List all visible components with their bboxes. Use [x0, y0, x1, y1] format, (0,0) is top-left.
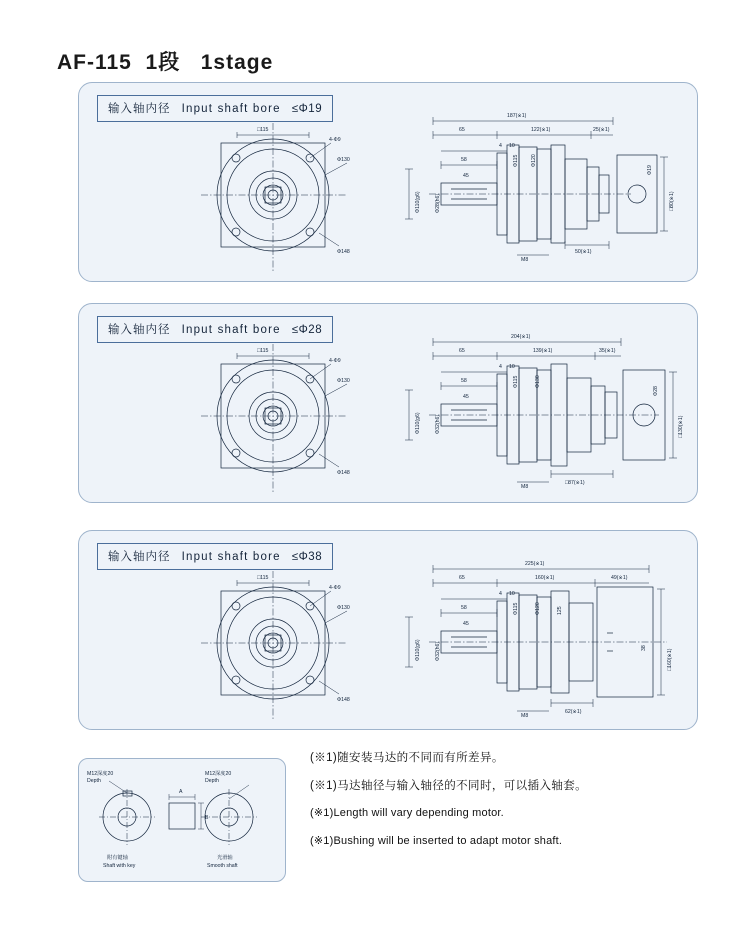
dia-32-3: Φ32(h6) — [435, 641, 441, 661]
side-view-1 — [399, 105, 689, 280]
keyway-detail-drawing — [79, 759, 285, 881]
dim-total-length-2: 204(※1) — [511, 334, 531, 340]
dim-d-3: 4 — [499, 591, 502, 597]
sq-160-3: □160(※1) — [667, 648, 673, 671]
bore-value: ≤Φ38 — [291, 551, 323, 563]
dia-120-1: Φ120 — [531, 154, 537, 167]
front-holes-label-3: 4-Φ9 — [329, 585, 341, 591]
dim-f-1: 58 — [461, 157, 467, 163]
dim-a-2: 65 — [459, 348, 465, 354]
keyway-right-note-line1: M12深度20 — [205, 771, 232, 777]
dim-e-3: 10 — [509, 591, 515, 597]
dia-115-3: Φ115 — [513, 602, 519, 615]
dia-28-1: Φ28(h6) — [435, 193, 441, 213]
dia-19-1: Φ19 — [647, 165, 653, 175]
dim-f-2: 58 — [461, 378, 467, 384]
dim-a-3: 65 — [459, 575, 465, 581]
dia-115-2: Φ115 — [513, 375, 519, 388]
dim-g-3: 45 — [463, 621, 469, 627]
bore-label-en: Input shaft bore — [181, 551, 281, 563]
keyway-left-note-line1: M12深度20 — [87, 771, 114, 777]
dim-f-3: 58 — [461, 605, 467, 611]
sq-130-2: □130(※1) — [678, 415, 684, 438]
dim-c-1: 25(※1) — [593, 127, 610, 133]
front-square-label-3: □115 — [257, 575, 269, 581]
diagram-panel-1 — [78, 82, 698, 282]
bore-label-en: Input shaft bore — [181, 103, 281, 115]
keyway-left-caption-en: Shaft with key — [103, 863, 136, 869]
dia-115-1: Φ115 — [513, 154, 519, 167]
dim-total-length-3: 225(※1) — [525, 561, 545, 567]
sq-50-1: 50(※1) — [575, 249, 592, 255]
sq-62-3: 62(※1) — [565, 709, 582, 715]
notes-block — [310, 752, 710, 863]
dia-120-3: Φ120 — [535, 602, 541, 615]
dim-e-2: 10 — [509, 364, 515, 370]
diagram-panel-2 — [78, 303, 698, 503]
front-square-label-1: □115 — [257, 127, 269, 133]
front-pcd-label-3: Φ130 — [337, 605, 350, 611]
front-pcd-label-1: Φ130 — [337, 157, 350, 163]
dim-b-2: 139(※1) — [533, 348, 553, 354]
keyway-detail-panel — [78, 758, 286, 882]
keyway-left-caption-cn: 附有键轴 — [107, 855, 128, 861]
front-pcd-label-2: Φ130 — [337, 378, 350, 384]
page-title: AF-115 1段 1stage — [57, 51, 274, 74]
bore-value: ≤Φ19 — [291, 103, 323, 115]
sq-80-1: □80(※1) — [669, 191, 675, 211]
keyway-dim-b: B — [205, 815, 209, 821]
front-outer-label-3: Φ148 — [337, 697, 350, 703]
dim-a-1: 65 — [459, 127, 465, 133]
bore-label-cn: 输入轴内径 — [108, 324, 171, 336]
dim-d-1: 4 — [499, 143, 502, 149]
dia-130-2: Φ130 — [535, 375, 541, 388]
front-outer-label-1: Φ148 — [337, 249, 350, 255]
dia-28-2: Φ28 — [653, 386, 659, 396]
dia-38-3: 38 — [641, 645, 647, 651]
diagram-panel-3 — [78, 530, 698, 730]
m8-2: M8 — [521, 484, 529, 490]
note-cn-1: (※1)随安装马达的不同而有所差异。 — [310, 752, 504, 764]
front-holes-label-2: 4-Φ9 — [329, 358, 341, 364]
dia-110-1: Φ110(g6) — [415, 191, 421, 213]
note-en-2: (※1)Bushing will be inserted to adapt motor shaft. — [310, 834, 563, 847]
front-square-label-2: □115 — [257, 348, 269, 354]
dim-total-length-1: 187(※1) — [507, 113, 527, 119]
bore-label-cn: 输入轴内径 — [108, 103, 171, 115]
dim-b-1: 122(※1) — [531, 127, 551, 133]
dim-c-3: 49(※1) — [611, 575, 628, 581]
keyway-right-caption-en: Smooth shaft — [207, 863, 238, 869]
m8-3: M8 — [521, 713, 529, 719]
keyway-right-note-line2: Depth — [205, 778, 219, 784]
dim-d-2: 4 — [499, 364, 502, 370]
front-view-2 — [179, 334, 379, 499]
sq-87-2: □87(※1) — [565, 480, 585, 486]
keyway-dim-a: A — [179, 789, 183, 795]
front-holes-label-1: 4-Φ9 — [329, 137, 341, 143]
m8-1: M8 — [521, 257, 529, 263]
front-view-3 — [179, 561, 379, 726]
front-outer-label-2: Φ148 — [337, 470, 350, 476]
front-view-1 — [179, 113, 379, 278]
bore-value: ≤Φ28 — [291, 324, 323, 336]
dia-32-2: Φ32(h6) — [435, 414, 441, 434]
bore-label-cn: 输入轴内径 — [108, 551, 171, 563]
dim-b-3: 160(※1) — [535, 575, 555, 581]
keyway-left-note-line2: Depth — [87, 778, 101, 784]
bore-label-en: Input shaft bore — [181, 324, 281, 336]
side-view-2 — [399, 326, 689, 501]
dia-110-3: Φ110(g6) — [415, 639, 421, 661]
dim-g-1: 45 — [463, 173, 469, 179]
dim-e-1: 10 — [509, 143, 515, 149]
note-cn-2: (※1)马达轴径与输入轴径的不同时，可以插入轴套。 — [310, 780, 588, 793]
dim-g-2: 45 — [463, 394, 469, 400]
dia-125-3: 125 — [557, 606, 563, 615]
side-view-3 — [399, 553, 689, 728]
note-en-1: (※1)Length will vary depending motor. — [310, 807, 504, 820]
dia-110-2: Φ110(g6) — [415, 412, 421, 434]
dim-c-2: 35(※1) — [599, 348, 616, 354]
keyway-right-caption-cn: 光滑轴 — [217, 855, 233, 861]
